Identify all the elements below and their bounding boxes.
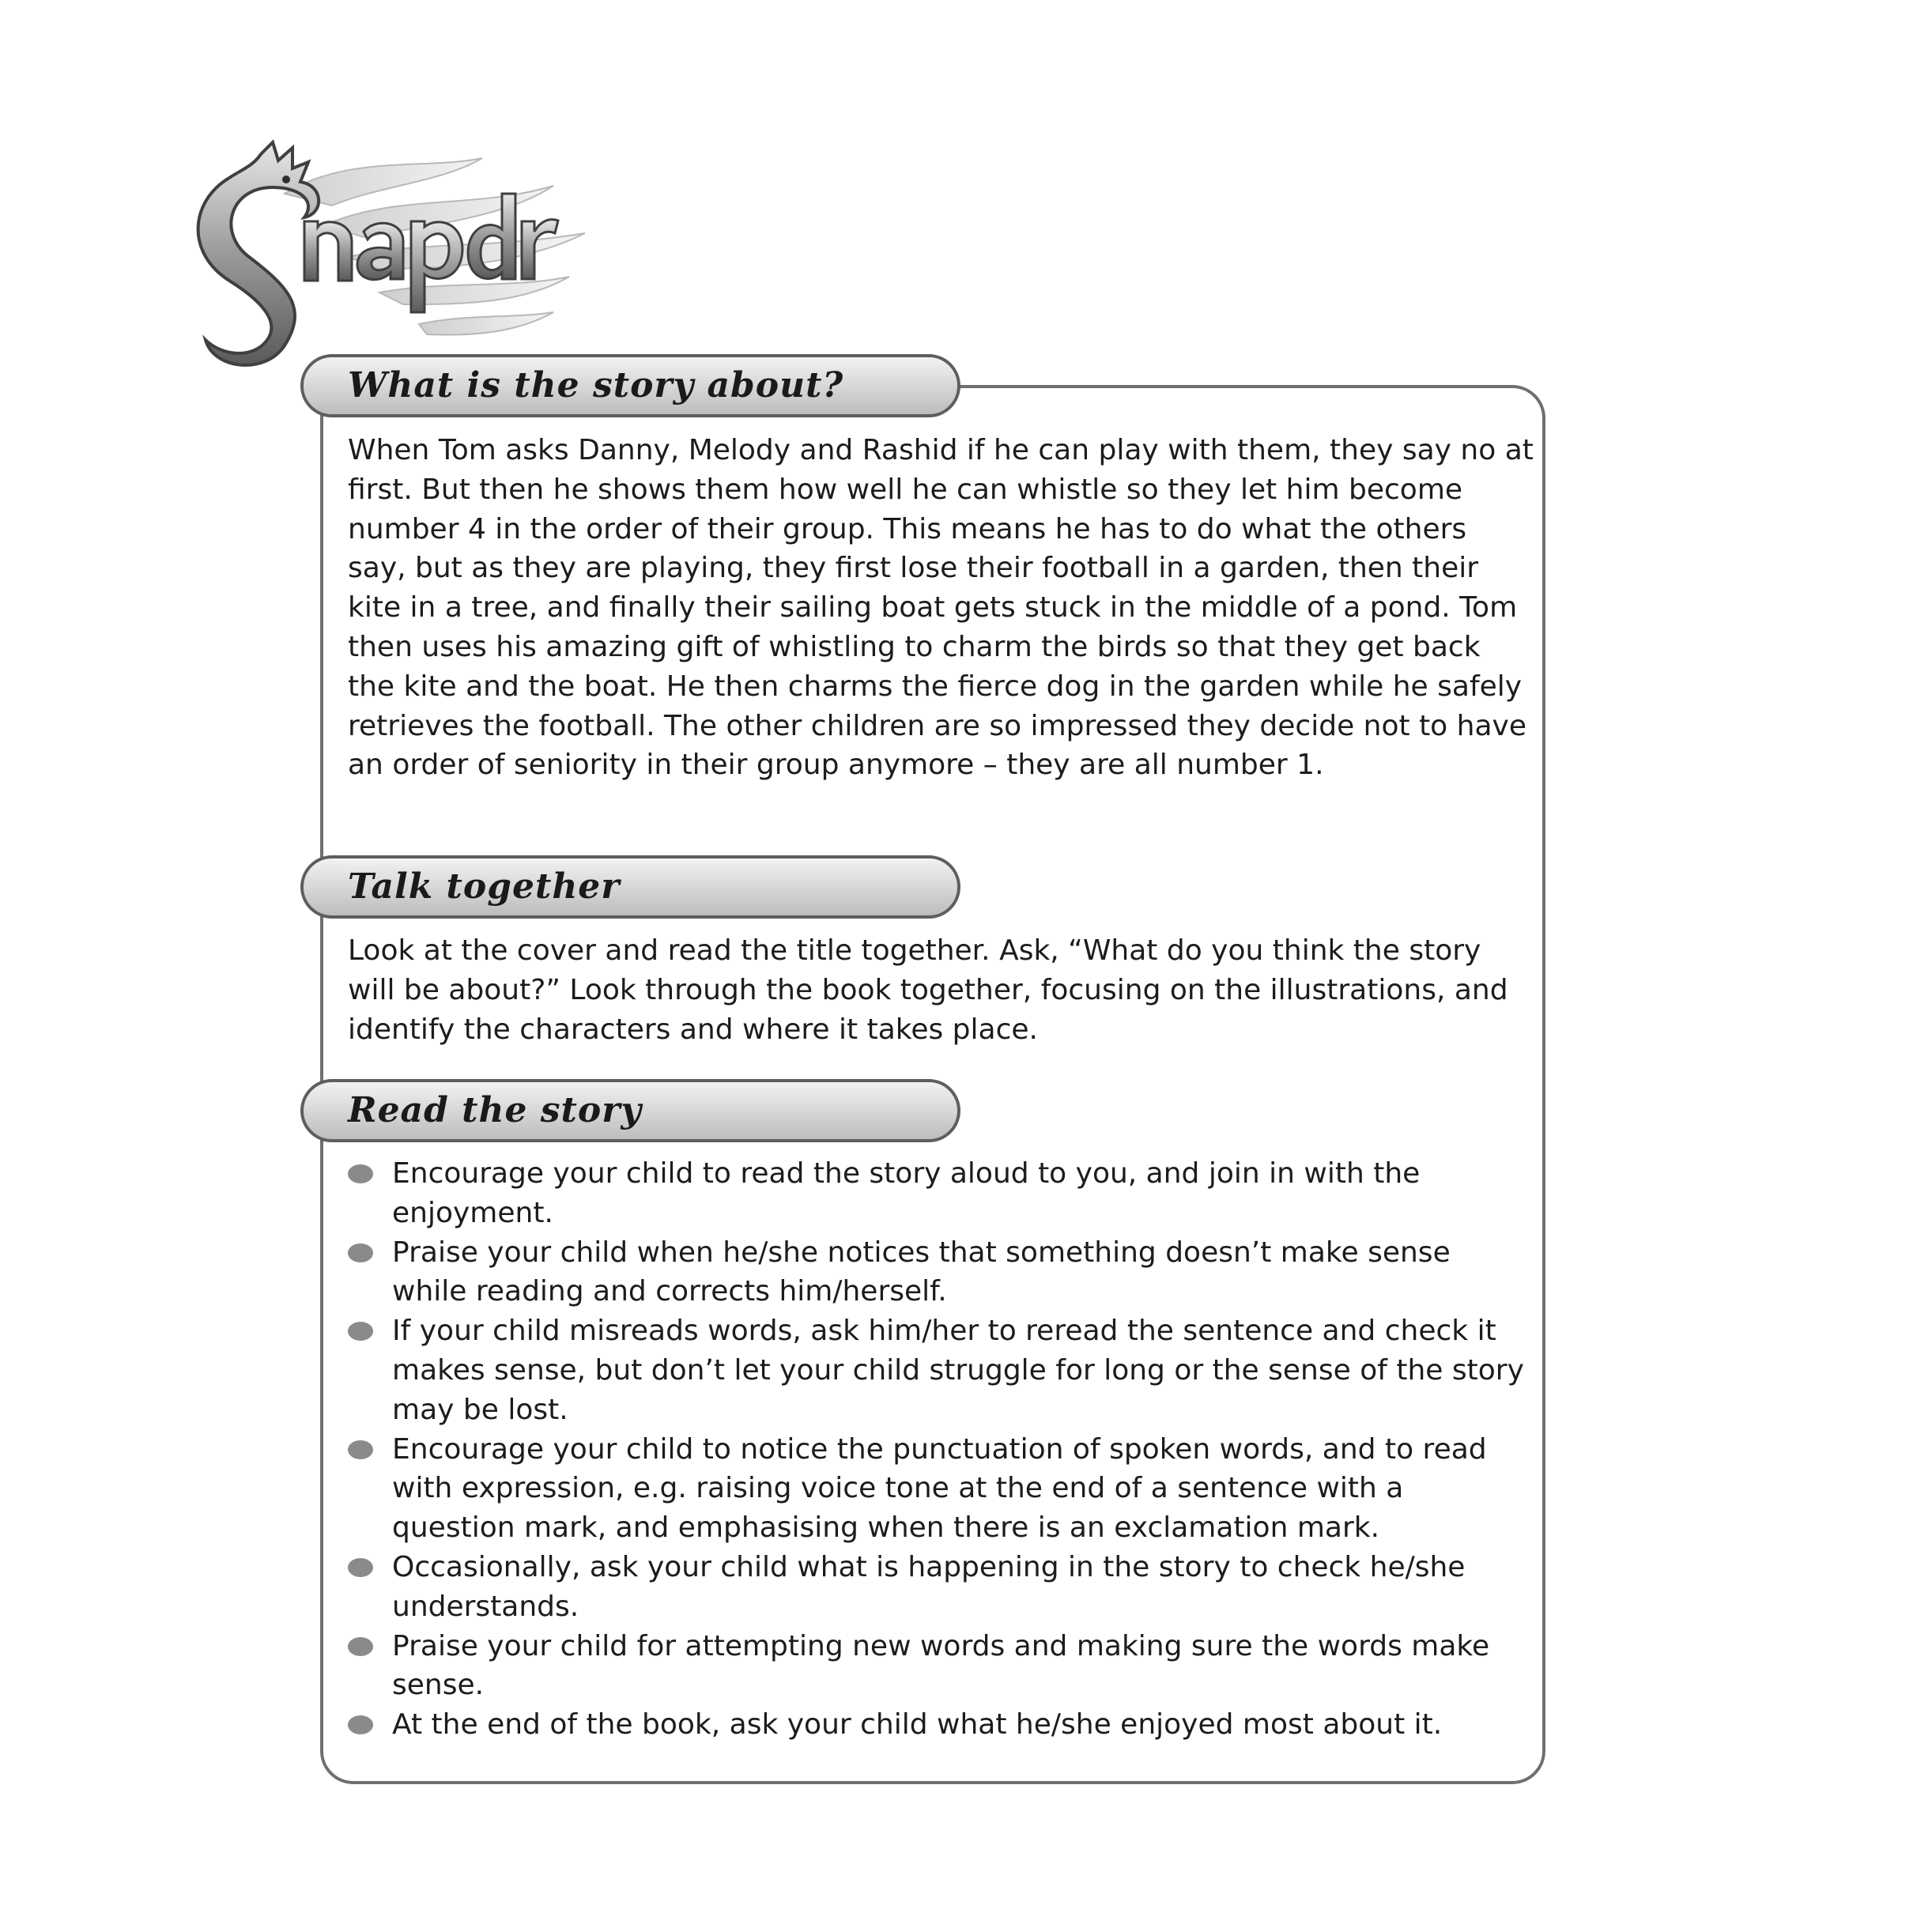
section-tab-talk [300, 855, 960, 919]
list-item-text: Encourage your child to notice the punctuation of spoken words, and to read with expression, e.g. raising voice tone at the end of a sentence with a question mark, and emphasising when there is an exclamation mark. [392, 1432, 1487, 1545]
list-item [348, 1154, 1534, 1233]
bullet-icon [348, 1164, 373, 1183]
bullet-icon [348, 1243, 373, 1262]
list-item [348, 1627, 1534, 1706]
read-story-list [348, 1154, 1534, 1745]
section-heading-about: What is the story about? [348, 365, 844, 406]
snapdragons-logo [142, 138, 617, 375]
list-item [348, 1705, 1534, 1745]
bullet-icon [348, 1440, 373, 1459]
section-heading-read: Read the story [348, 1090, 642, 1130]
section-heading-talk: Talk together [348, 866, 621, 907]
list-item [348, 1548, 1534, 1627]
list-item-text: At the end of the book, ask your child what he/she enjoyed most about it. [392, 1708, 1443, 1741]
list-item [348, 1430, 1534, 1548]
list-item-text: If your child misreads words, ask him/her to reread the sentence and check it makes sense, but don’t let your child struggle for long or the sense of the story may be lost. [392, 1315, 1524, 1426]
section-tab-about [300, 354, 960, 417]
dragon-s-letter [198, 142, 319, 365]
bullet-icon [348, 1715, 373, 1734]
list-item [348, 1233, 1534, 1312]
list-item-text: Occasionally, ask your child what is happening in the story to check he/she understands. [392, 1550, 1466, 1623]
list-item-text: Encourage your child to read the story aloud to you, and join in with the enjoyment. [392, 1157, 1421, 1229]
talk-together-text: Look at the cover and read the title together. Ask, “What do you think the story will be about?” Look through the book together, focusing on the illustrations, and identify the characters and where it takes place. [348, 934, 1508, 1046]
list-item-text: Praise your child for attempting new words and making sure the words make sense. [392, 1629, 1490, 1702]
bullet-icon [348, 1558, 373, 1577]
section-tab-read [300, 1079, 960, 1142]
bullet-icon [348, 1637, 373, 1656]
flame-swirls [285, 158, 585, 335]
list-item-text: Praise your child when he/she notices that something doesn’t make sense while reading and corrects him/herself. [392, 1236, 1451, 1308]
story-summary-text: When Tom asks Danny, Melody and Rashid if he can play with them, they say no at first. But then he shows them how well he can whistle so they let him become number 4 in the order of their group. This means he has to do what the others say, but as they are playing, they first lose their football in a garden, then their kite in a tree, and finally their sailing boat gets stuck in the middle of a pond. Tom then uses his amazing gift of whistling to charm the birds so that they get back the kite and the boat. He then charms the fierce dog in the garden while he safely retrieves the football. The other children are so impressed they decide not to have an order of seniority in their group anymore – they are all number 1. [348, 434, 1534, 782]
bullet-icon [348, 1322, 373, 1341]
list-item [348, 1311, 1534, 1429]
